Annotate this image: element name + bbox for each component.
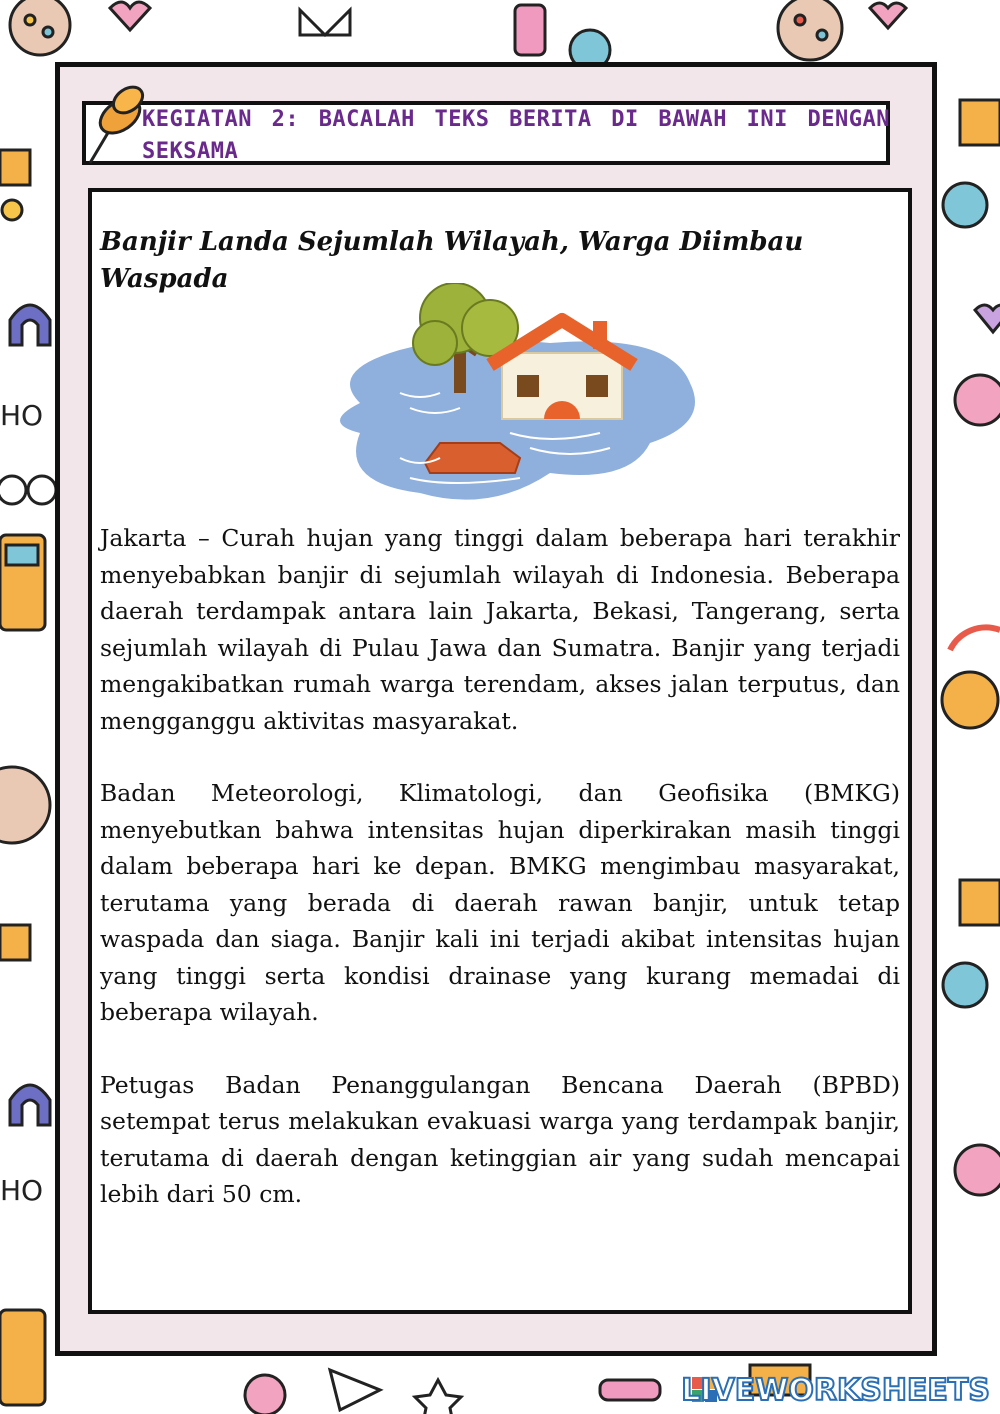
- svg-text:HO: HO: [0, 399, 44, 432]
- pushpin-icon: [80, 78, 150, 168]
- flood-house-illustration: [330, 283, 700, 515]
- article-paragraph-1: Jakarta – Curah hujan yang tinggi dalam beberapa hari terakhir menyebabkan banjir di sejumlah wilayah di Indonesia. Beberapa daerah terdampak antara lain Jakarta, Bekasi, Tangerang, serta sejumlah wilayah di Pulau Jawa dan Sumatra. Banjir yang terjadi mengakibatkan rumah warga terendam, akses jalan terputus, dan mengganggu aktivitas masyarakat.: [100, 524, 900, 735]
- article-body: [100, 520, 900, 1249]
- watermark-text: LIVEWORKSHEETS: [681, 1373, 990, 1408]
- article-title: Banjir Landa Sejumlah Wilayah, Warga Diimbau Waspada: [100, 227, 804, 294]
- article-paragraph-2: Badan Meteorologi, Klimatologi, dan Geofisika (BMKG) menyebutkan bahwa intensitas hujan diperkirakan masih tinggi dalam beberapa hari ke depan. BMKG mengimbau masyarakat, terutama yang berada di daerah rawan banjir, untuk tetap waspada dan siaga. Banjir kali ini terjadi akibat intensitas hujan yang tinggi serta kondisi drainase yang kurang memadai di beberapa wilayah.: [100, 779, 900, 1026]
- svg-text:HO: HO: [0, 1174, 44, 1207]
- instruction-text: KEGIATAN 2: BACALAH TEKS BERITA DI BAWAH INI DENGAN SEKSAMA: [142, 107, 890, 164]
- article-paragraph-3: Petugas Badan Penanggulangan Bencana Daerah (BPBD) setempat terus melakukan evakuasi warga yang terdampak banjir, terutama di daerah dengan ketinggian air yang sudah mencapai lebih dari 50 cm.: [100, 1070, 900, 1208]
